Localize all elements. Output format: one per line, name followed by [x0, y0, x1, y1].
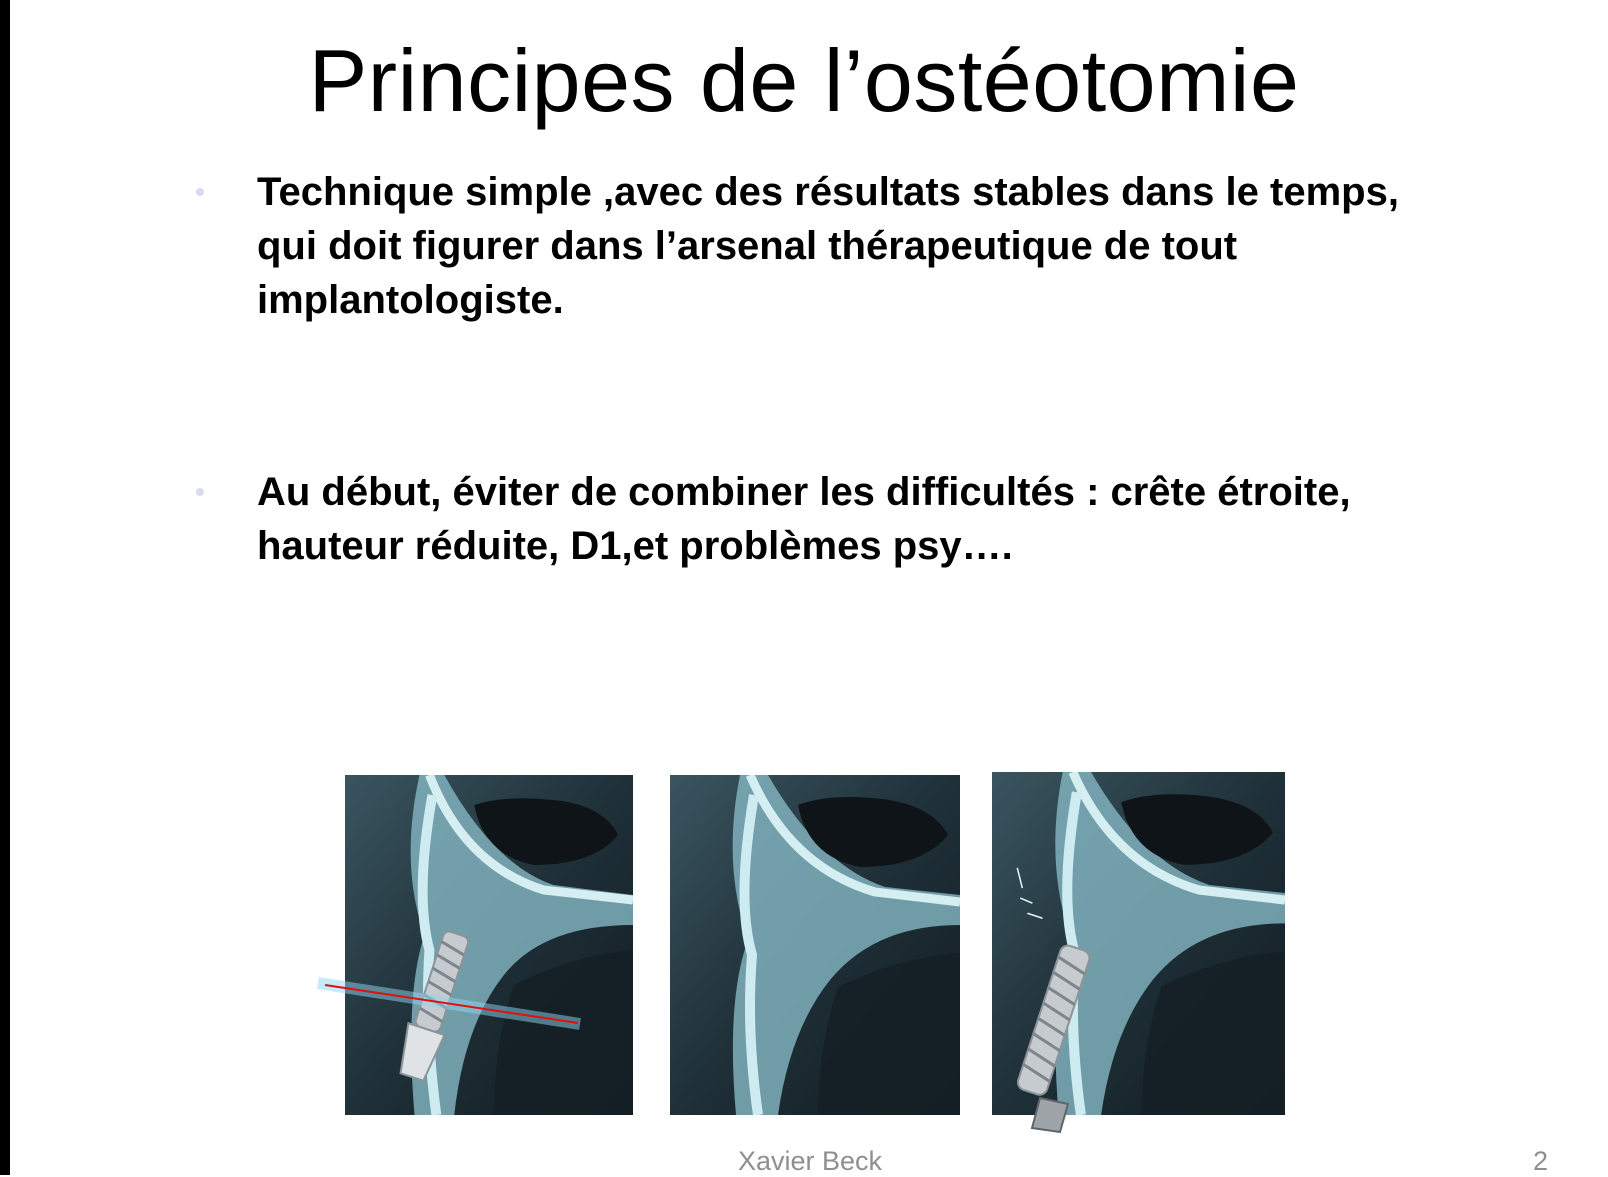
bullet-item [195, 165, 1405, 327]
bullet-item [195, 465, 1405, 573]
footer-author: Xavier Beck [737, 1146, 883, 1176]
bullet-marker: • [195, 176, 205, 207]
slide-left-border [0, 0, 10, 1175]
bullet-text: Au début, éviter de combiner les difficultés : crête étroite, hauteur réduite, D1,et problèmes psy…. [257, 470, 1351, 568]
ct-scan-with-implant-and-osteotomy-line [345, 775, 633, 1115]
ct-scan-bone-crest [670, 775, 960, 1115]
bullet-text: Technique simple ,avec des résultats stables dans le temps, qui doit figurer dans l’arsenal thérapeutique de tout implantologiste. [257, 170, 1399, 322]
ct-scan-with-tilted-implant [992, 772, 1285, 1115]
bullet-marker: • [195, 476, 205, 507]
page-number: 2 [1532, 1146, 1548, 1176]
bullet-list [195, 165, 1405, 573]
slide-title: Principes de l’ostéotomie [308, 31, 1300, 130]
